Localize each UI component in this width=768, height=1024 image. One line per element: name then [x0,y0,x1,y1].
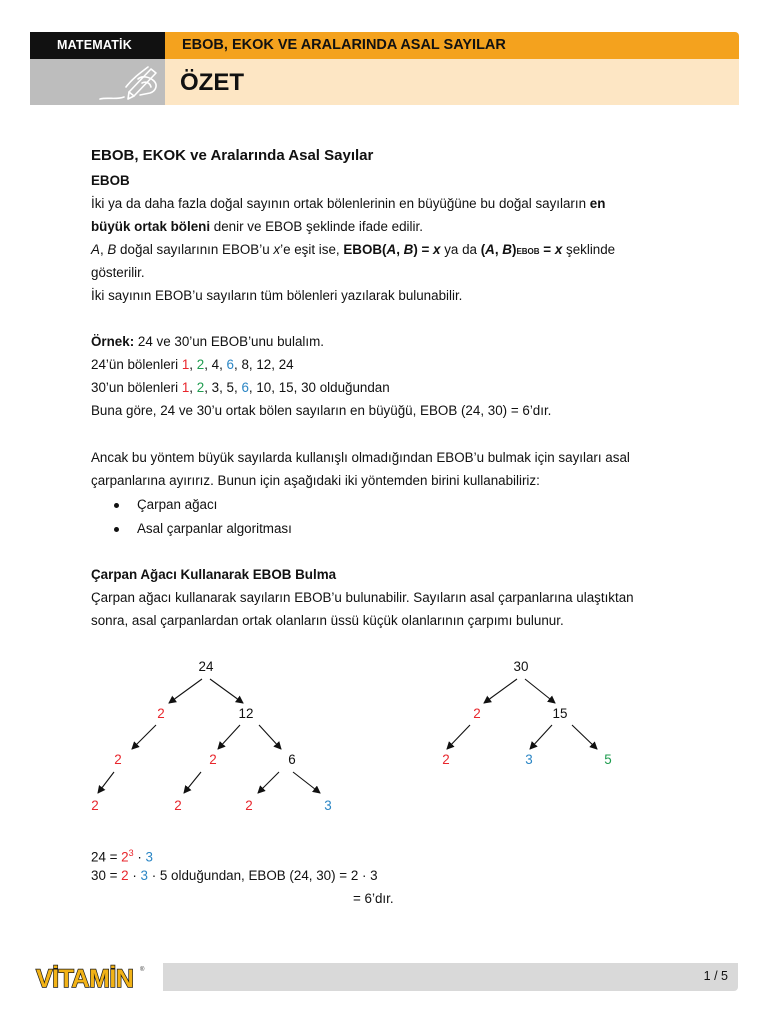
divisors-24: 24’ün bölenleri 1, 2, 4, 6, 8, 12, 24 [91,357,294,372]
page-number: 1 / 5 [703,969,728,983]
divisor-common: 1 [181,357,190,372]
text: denir ve EBOB şeklinde ifade edilir. [210,219,423,234]
footer-bar [163,963,738,991]
ebob-subtitle: EBOB [91,173,130,188]
var: B [403,242,414,257]
tree-node: 24 [198,659,214,674]
factor: 3 [145,849,153,865]
paragraph-line: Çarpan ağacı kullanarak sayıların EBOB’u bulunabilir. Sayıların asal çarpanlarına ulaştıktan [91,590,634,605]
formula: ) = [413,242,434,257]
subscript: EBOB [516,247,540,256]
formula: ) [511,242,517,257]
tree-node-prime: 2 [174,798,182,813]
text: doğal sayılarının EBOB’u [116,242,274,257]
tree-arrow [525,679,555,703]
divisor-common: 1 [181,380,190,395]
tree-node-prime: 2 [209,752,217,767]
tree-arrow [169,679,202,703]
bullet-item [91,520,292,538]
divisor: 8 [241,357,249,372]
tree-arrow [530,725,552,749]
divisor: 30 [301,380,316,395]
tree-arrow [184,772,201,793]
divisor: 5 [226,380,234,395]
var: A [485,242,495,257]
text: ya da [440,242,481,257]
tree-node-prime: 2 [245,798,253,813]
formula-24 [91,844,153,866]
text: · [133,849,146,865]
divisor: 12 [256,357,272,372]
divisors-30: 30’un bölenleri 1, 2, 3, 5, 6, 10, 15, 30 olduğundan [91,380,390,395]
text: · [128,868,141,883]
exponent: 3 [128,848,134,858]
subject-label: MATEMATİK [30,32,165,59]
divisor-common: 2 [196,357,205,372]
text: 30 = [91,868,122,883]
tree-arrow [218,725,240,749]
method-line: İki sayının EBOB’u sayıların tüm bölenleri yazılarak bulunabilir. [91,288,463,303]
divisor-common: 2 [196,380,205,395]
tree-node-prime: 5 [604,752,612,767]
formula: = [539,242,555,257]
divisor-common: 6 [241,380,249,395]
tree-arrow [258,772,279,793]
header-illustration [30,59,165,105]
tree-arrow [572,725,597,749]
divisor: 3 [211,380,220,395]
text: 24 ve 30’un EBOB’unu bulalım. [134,334,324,349]
var: A [91,242,100,257]
tree-node: 6 [288,752,296,767]
var: x [273,242,281,257]
text: İki ya da daha fazla doğal sayının ortak bölenlerinin en büyüğüne bu doğal sayıların [91,196,590,211]
tree-arrow [447,725,470,749]
tree-node: 30 [513,659,529,674]
notation-line-2: gösterilir. [91,265,145,280]
bullet-icon [114,527,119,532]
formula-30 [91,867,378,885]
tree-node: 12 [238,706,254,721]
tree-node-prime: 2 [442,752,450,767]
tree-arrow [293,772,320,793]
factor: 3 [140,868,148,883]
tree-arrow [210,679,243,703]
content-title: EBOB, EKOK ve Aralarında Asal Sayılar [91,147,374,164]
topic-title: EBOB, EKOK VE ARALARINDA ASAL SAYILAR [165,32,739,59]
text: şeklinde [562,242,616,257]
section-title: ÖZET [165,59,739,105]
tree-arrow [132,725,156,749]
text: · 5 olduğundan, EBOB (24, 30) = 2 · 3 [147,868,378,883]
var: B [502,242,512,257]
text: 30’un bölenleri [91,380,182,395]
paragraph-line: çarpanlarına ayırırız. Bunun için aşağıdaki iki yöntemden birini kullanabiliriz: [91,473,540,488]
divisor: 15 [278,380,294,395]
divisor: 4 [211,357,220,372]
text-bold: büyük ortak böleni [91,219,211,234]
factor: 2 [121,849,129,865]
tree-node-prime: 2 [91,798,99,813]
text-bold: en [589,196,606,211]
vitamin-logo [34,960,146,994]
tree-node-prime: 2 [473,706,481,721]
tree-arrow [484,679,517,703]
tree-node-prime: 2 [114,752,122,767]
tree-node: 15 [552,706,568,721]
formula-result: = 6’dır. [353,891,394,906]
var: x [554,242,563,257]
divisor-common: 6 [226,357,234,372]
writing-hand-icon [30,59,165,105]
text: , [99,242,108,257]
formula: ( [480,242,486,257]
tree-arrow [259,725,281,749]
var: x [433,242,441,257]
bullet-icon [114,503,119,508]
formula: , [494,242,503,257]
tree-node-prime: 2 [157,706,165,721]
brand-text: VİTAMİN [36,965,134,993]
paragraph-line: Ancak bu yöntem büyük sayılarda kullanışlı olmadığından EBOB’u bulmak için sayıları asal [91,450,630,465]
paragraph-line: sonra, asal çarpanlardan ortak olanların üssü küçük olanlarının çarpımı bulunur. [91,613,564,628]
example-line [91,333,324,351]
tree-node-prime: 3 [324,798,332,813]
formula: , [396,242,404,257]
tree-arrow [98,772,114,793]
divisor: 10 [256,380,272,395]
example-label: Örnek: [91,334,135,349]
formula: EBOB( [343,242,387,257]
divisor: 24 [278,357,294,372]
section-2-title: Çarpan Ağacı Kullanarak EBOB Bulma [91,567,337,582]
text: 24’ün bölenleri [91,357,182,372]
var: B [107,242,117,257]
notation-line [91,241,615,261]
text: olduğundan [315,380,390,395]
bullet-text: Asal çarpanlar algoritması [137,521,292,536]
result-line: Buna göre, 24 ve 30’u ortak bölen sayıların en büyüğü, EBOB (24, 30) = 6’dır. [91,403,552,418]
bullet-text: Çarpan ağacı [137,497,218,512]
text: 24 = [91,849,122,865]
text: ’e eşit ise, [280,242,344,257]
factor: 2 [121,868,129,883]
var: A [386,242,397,257]
tree-node-prime: 3 [525,752,533,767]
bullet-item [91,496,217,514]
registered-mark: ® [140,967,145,973]
definition-line-1 [91,195,605,213]
definition-line-2 [91,218,423,236]
